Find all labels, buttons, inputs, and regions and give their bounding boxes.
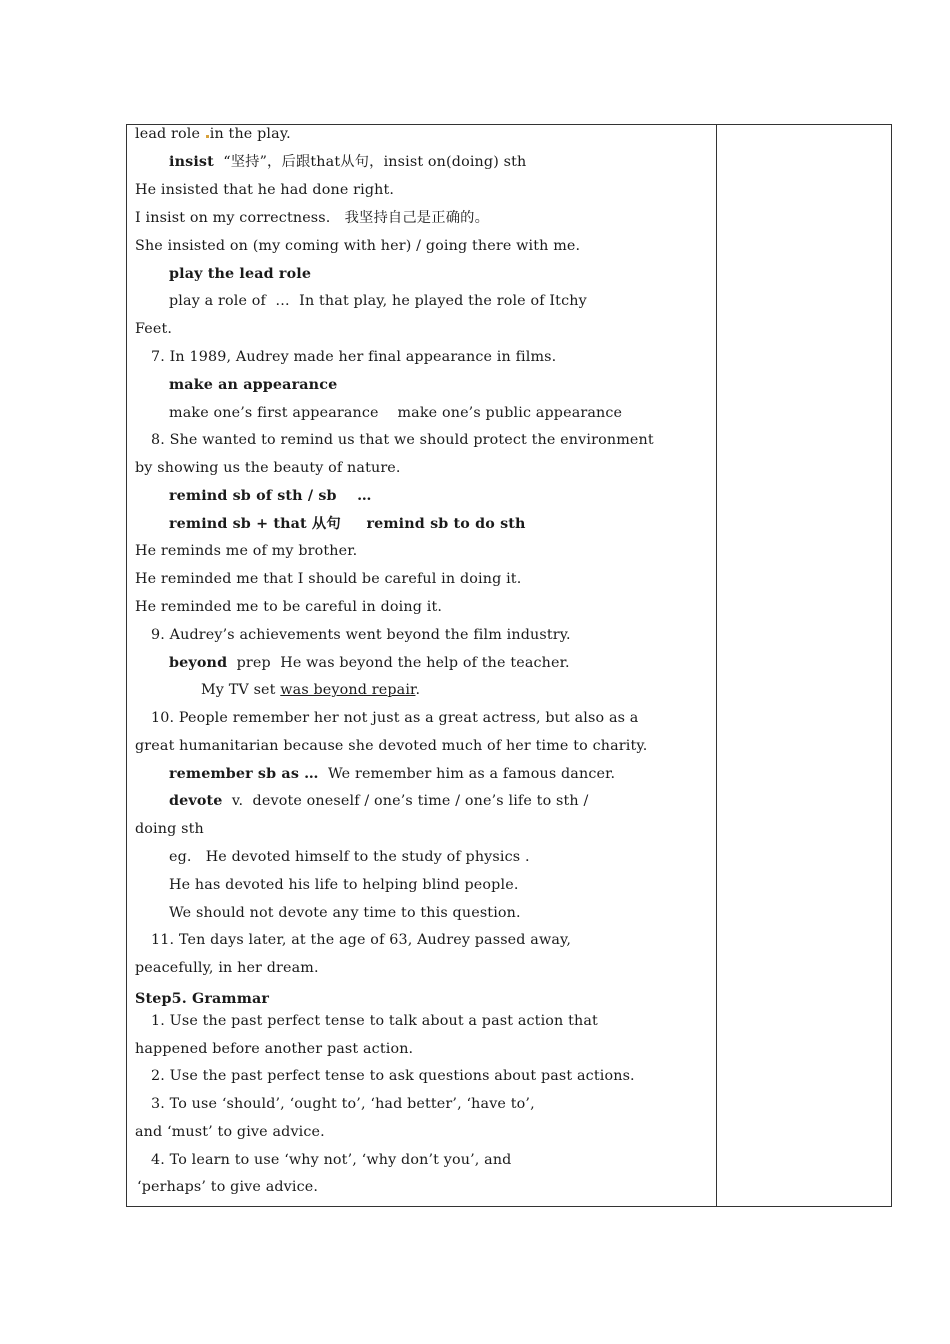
sentence-item: 10. People remember her not just as a great actress, but also as a <box>151 710 639 726</box>
note-line: peacefully, in her dream. <box>135 960 319 976</box>
vocab-line: insist “坚持”，后跟that从句，insist on(doing) sth <box>169 154 527 170</box>
example-line: He insisted that he had done right. <box>135 182 395 198</box>
sentence-item: 8. She wanted to remind us that we should protect the environment <box>151 432 654 448</box>
column-divider <box>716 124 717 1207</box>
note-line: make one’s first appearance make one’s public appearance <box>169 405 623 421</box>
grammar-item: 1. Use the past perfect tense to talk about a past action that <box>151 1013 598 1029</box>
note-line: by showing us the beauty of nature. <box>135 460 401 476</box>
vocab-heading: make an appearance <box>169 377 338 393</box>
vocab-heading: remind sb + that 从句 remind sb to do sth <box>169 516 526 532</box>
example-line: I insist on my correctness. 我坚持自己是正确的。 <box>135 210 490 226</box>
example-line: We should not devote any time to this question. <box>169 905 521 921</box>
example-line: He has devoted his life to helping blind people. <box>169 877 519 893</box>
grammar-item: 3. To use ‘should’, ‘ought to’, ‘had better’, ‘have to’, <box>151 1096 535 1112</box>
example-line: eg. He devoted himself to the study of physics . <box>169 849 530 865</box>
sentence-item: 9. Audrey’s achievements went beyond the film industry. <box>151 627 571 643</box>
note-line: and ‘must’ to give advice. <box>135 1124 325 1140</box>
sentence-item: 7. In 1989, Audrey made her final appearance in films. <box>151 349 557 365</box>
note-line: great humanitarian because she devoted much of her time to charity. <box>135 738 648 754</box>
grammar-item: 4. To learn to use ‘why not’, ‘why don’t you’, and <box>151 1152 512 1168</box>
vocab-line: remember sb as … We remember him as a famous dancer. <box>169 766 616 782</box>
note-line: happened before another past action. <box>135 1041 414 1057</box>
vocab-line: beyond prep He was beyond the help of the teacher. <box>169 655 570 671</box>
note-line: Feet. <box>135 321 173 337</box>
section-heading: Step5. Grammar <box>135 991 270 1007</box>
note-line: lead role in the play. <box>135 126 291 142</box>
example-line: My TV set was beyond repair. <box>201 682 421 698</box>
example-line: She insisted on (my coming with her) / going there with me. <box>135 238 581 254</box>
note-line: ‘perhaps’ to give advice. <box>137 1179 319 1195</box>
vocab-line: devote v. devote oneself / one’s time / one’s life to sth / <box>169 793 589 809</box>
vocab-heading: remind sb of sth / sb … <box>169 488 372 504</box>
example-line: He reminded me to be careful in doing it. <box>135 599 443 615</box>
vocab-heading: play the lead role <box>169 266 312 282</box>
grammar-item: 2. Use the past perfect tense to ask questions about past actions. <box>151 1068 635 1084</box>
marker-dot <box>206 135 209 138</box>
sentence-item: 11. Ten days later, at the age of 63, Audrey passed away, <box>151 932 572 948</box>
example-line: He reminds me of my brother. <box>135 543 358 559</box>
example-line: He reminded me that I should be careful in doing it. <box>135 571 522 587</box>
note-line: doing sth <box>135 821 204 837</box>
note-line: play a role of … In that play, he played the role of Itchy <box>169 293 587 309</box>
